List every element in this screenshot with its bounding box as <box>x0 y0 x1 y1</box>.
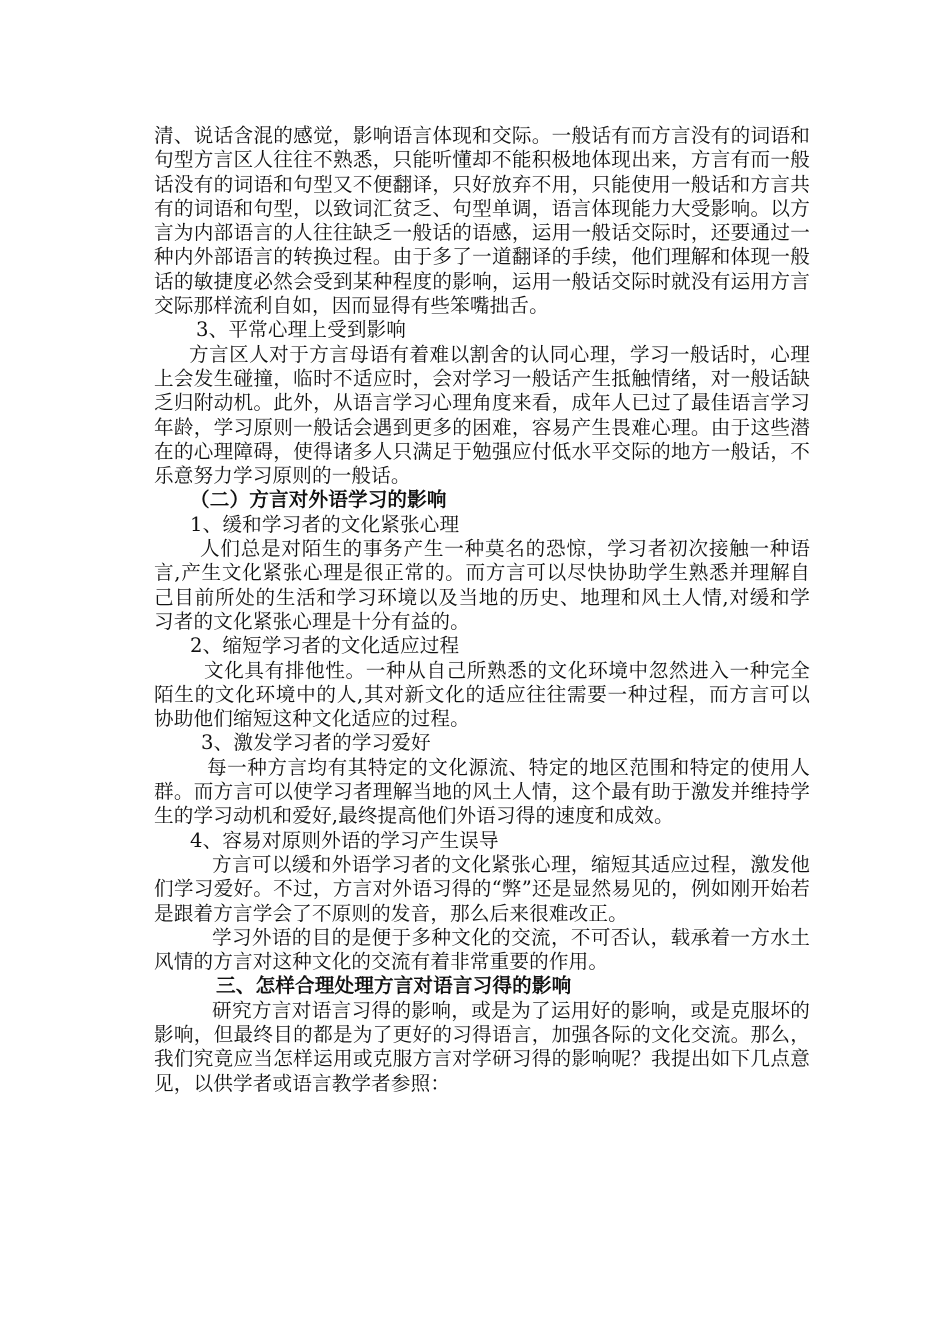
paragraph-misguidance: 方言可以缓和外语学习者的文化紧张心理，缩短其适应过程，激发他们学习爱好。不过，方言对外语习得的“弊”还是显然易见的，例如刚开始若是跟着方言学会了不原则的发音，那么后来很难改正。 <box>154 852 810 925</box>
section-heading-handling-dialect: 三、怎样合理处理方言对语言习得的影响 <box>216 974 572 998</box>
section-heading-foreign-language: （二）方言对外语学习的影响 <box>190 488 447 512</box>
subheading-inspire-interest: 3、激发学习者的学习爱好 <box>201 731 431 755</box>
subheading-ease-tension: 1、缓和学习者的文化紧张心理 <box>190 512 460 536</box>
subheading-misguidance: 4、容易对原则外语的学习产生误导 <box>190 828 499 852</box>
paragraph-handling-dialect: 研究方言对语言习得的影响，或是为了运用好的影响，或是克服坏的影响，但最终目的都是为了更好的习得语言，加强各际的文化交流。那么，我们究竟应当怎样运用或克服方言对学研习得的影响呢？我提出如下几点意见，以供学者或语言教学者参照： <box>154 998 810 1095</box>
document-page <box>154 124 810 1096</box>
paragraph-mandarin-effects-continued: 清、说话含混的感觉，影响语言体现和交际。一般话有而方言没有的词语和句型方言区人往往不熟悉，只能听懂却不能积极地体现出来，方言有而一般话没有的词语和句型又不便翻译，只好放弃不用，只能使用一般话和方言共有的词语和句型，以致词汇贫乏、句型单调，语言体现能力大受影响。以方言为内部语言的人往往缺乏一般话的语感，运用一般话交际时，还要通过一种内外部语言的转换过程。由于多了一道翻译的手续，他们理解和体现一般话的敏捷度必然会受到某种程度的影响，运用一般话交际时就没有运用方言交际那样流利自如，因而显得有些笨嘴拙舌。 <box>154 124 810 318</box>
subheading-shorten-adaptation: 2、缩短学习者的文化适应过程 <box>190 634 460 658</box>
paragraph-cultural-exchange: 学习外语的目的是便于多种文化的交流，不可否认，载承着一方水土风情的方言对这种文化的交流有着非常重要的作用。 <box>154 925 810 974</box>
paragraph-inspire-interest: 每一种方言均有其特定的文化源流、特定的地区范围和特定的使用人群。而方言可以使学习者理解当地的风土人情，这个最有助于激发并维持学生的学习动机和爱好,最终提高他们外语习得的速度和成效。 <box>154 755 810 828</box>
paragraph-psychology: 方言区人对于方言母语有着难以割舍的认同心理，学习一般话时，心理上会发生碰撞，临时不适应时，会对学习一般话产生抵触情绪，对一般话缺乏归附动机。此外，从语言学习心理角度来看，成年人已过了最佳语言学习年龄，学习原则一般话会遇到更多的困难，容易产生畏难心理。由于这些潜在的心理障碍，使得诸多人只满足于勉强应付低水平交际的地方一般话，不乐意努力学习原则的一般话。 <box>154 342 810 488</box>
subheading-psychology: 3、平常心理上受到影响 <box>196 318 407 342</box>
paragraph-ease-tension: 人们总是对陌生的事务产生一种莫名的恐惊，学习者初次接触一种语言,产生文化紧张心理是很正常的。而方言可以尽快协助学生熟悉并理解自己目前所处的生活和学习环境以及当地的历史、地理和风土人情,对缓和学习者的文化紧张心理是十分有益的。 <box>154 537 810 633</box>
paragraph-shorten-adaptation: 文化具有排他性。一种从自己所熟悉的文化环境中忽然进入一种完全陌生的文化环境中的人,其对新文化的适应往往需要一种过程，而方言可以协助他们缩短这种文化适应的过程。 <box>154 658 810 731</box>
